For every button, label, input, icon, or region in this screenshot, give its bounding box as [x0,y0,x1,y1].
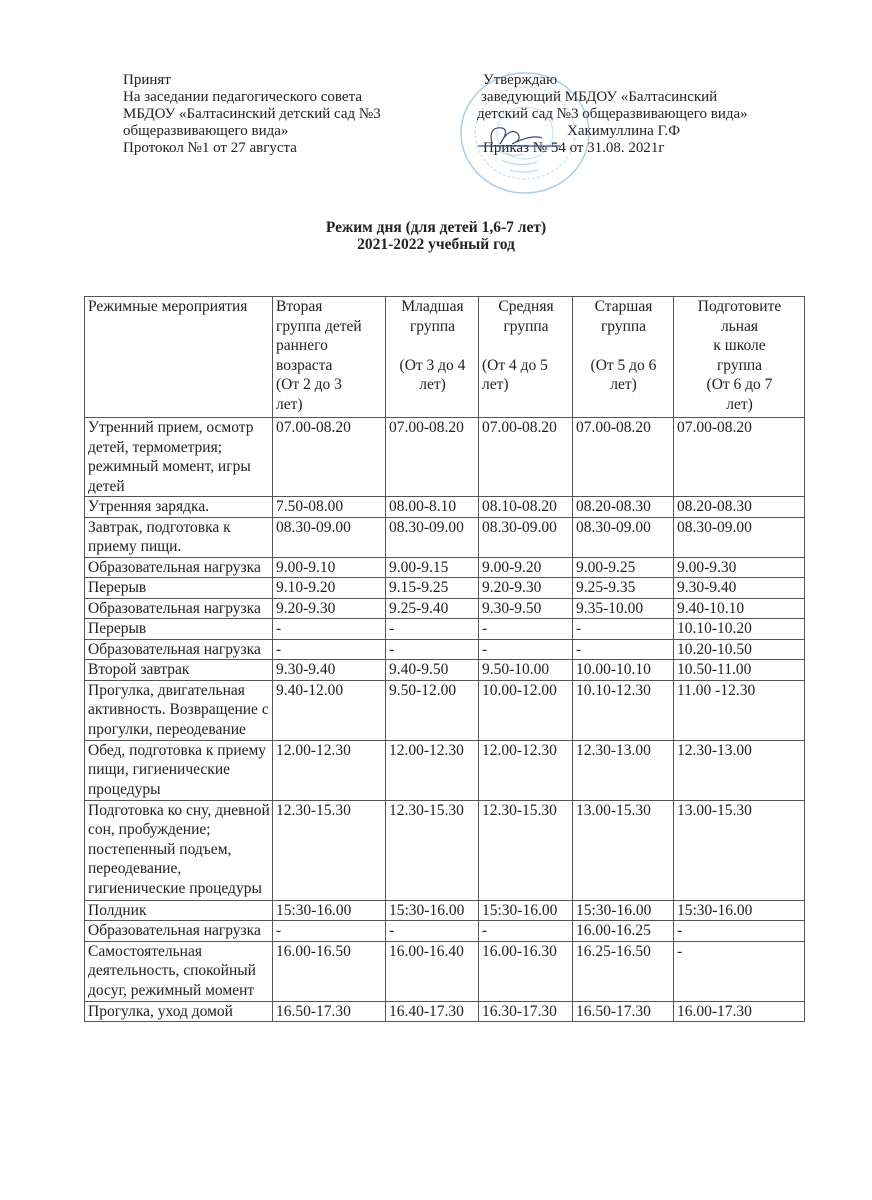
time-cell: 12.30-13.00 [573,740,674,800]
column-header-line: группа [503,317,549,335]
time-cell: 08.30-09.00 [273,517,386,557]
time-cell: 7.50-08.00 [273,497,386,518]
column-header-line: лет) [610,376,637,393]
time-cell: 12.30-13.00 [674,740,805,800]
column-header-line: Средняя [498,298,554,315]
table-header-row [85,297,805,418]
title-line-2: 2021-2022 учебный год [357,236,515,253]
column-header-line [576,336,671,356]
time-cell: 9.00-9.15 [386,557,479,578]
time-cell: - [273,619,386,640]
time-cell: - [479,921,573,942]
time-cell: 9.30-9.50 [479,598,573,619]
time-cell: - [386,921,479,942]
document-title [0,219,872,253]
time-cell: 07.00-08.20 [386,418,479,497]
time-cell: 16.50-17.30 [273,1001,386,1022]
activity-cell: Образовательная нагрузка [85,598,273,619]
right-block-line: детский сад №3 общеразвивающего вида» [477,106,748,122]
left-block-line: МБДОУ «Балтасинский детский сад №3 [123,106,381,122]
time-cell: 9.20-9.30 [273,598,386,619]
right-block-line: Приказ № 54 от 31.08. 2021г [483,140,665,156]
time-cell: 10.00-10.10 [573,660,674,681]
time-cell: 12.30-15.30 [386,800,479,900]
time-cell: 12.00-12.30 [386,740,479,800]
time-cell: 10.10-10.20 [674,619,805,640]
time-cell: 9.10-9.20 [273,578,386,599]
time-cell: 07.00-08.20 [573,418,674,497]
time-cell: - [479,619,573,640]
activity-cell: Образовательная нагрузка [85,557,273,578]
time-cell: 9.30-9.40 [273,660,386,681]
column-header-line: (От 4 до 5 [482,356,548,374]
time-cell: - [479,639,573,660]
column-header-line: лет) [419,376,446,393]
time-cell: 08.10-08.20 [479,497,573,518]
time-cell: 07.00-08.20 [479,418,573,497]
time-cell: 9.00-9.20 [479,557,573,578]
activity-cell: Утренний прием, осмотр детей, термометрия; режимный момент, игры детей [85,418,273,497]
table-row [85,680,805,740]
activity-cell: Обед, подготовка к приему пищи, гигиенические процедуры [85,740,273,800]
table-row [85,598,805,619]
time-cell: 11.00 -12.30 [674,680,805,740]
time-cell: - [273,639,386,660]
time-cell: 16.40-17.30 [386,1001,479,1022]
time-cell: - [674,941,805,1001]
column-header-line: (От 6 до 7 [706,376,773,393]
time-cell: 15:30-16.00 [674,900,805,921]
table-row [85,921,805,942]
activity-cell: Образовательная нагрузка [85,639,273,660]
right-block-line: Утверждаю [483,72,558,88]
column-header [573,297,674,418]
left-block-line: общеразвивающего вида» [123,123,289,139]
left-block-line: На заседании педагогического совета [123,89,362,105]
time-cell: 08.20-08.30 [573,497,674,518]
time-cell: 10.50-11.00 [674,660,805,681]
column-header-line: Вторая [276,298,323,315]
time-cell: 12.00-12.30 [479,740,573,800]
activity-cell: Полдник [85,900,273,921]
table-row [85,557,805,578]
time-cell: 9.00-9.10 [273,557,386,578]
table-row [85,1001,805,1022]
signature-icon [470,118,570,154]
column-header-line: к школе [713,337,766,354]
time-cell: - [573,619,674,640]
column-header-line: (От 5 до 6 [590,356,657,374]
time-cell: 12.30-15.30 [479,800,573,900]
table-row [85,660,805,681]
time-cell: 12.00-12.30 [273,740,386,800]
time-cell: 13.00-15.30 [573,800,674,900]
table-row [85,497,805,518]
left-block-line: Принят [123,72,171,88]
table-row [85,619,805,640]
column-header [386,297,479,418]
time-cell: - [573,639,674,660]
time-cell: 9.25-9.40 [386,598,479,619]
column-header [674,297,805,418]
right-block-line: заведующий МБДОУ «Балтасинский [481,89,718,105]
time-cell: 15:30-16.00 [386,900,479,921]
time-cell: 16.00-17.30 [674,1001,805,1022]
column-header-line: возраста [276,356,333,374]
right-block-line: Хакимуллина Г.Ф [567,123,681,139]
column-header-line: лет) [726,395,753,413]
time-cell: 16.00-16.50 [273,941,386,1001]
time-cell: - [273,921,386,942]
time-cell: 16.25-16.50 [573,941,674,1001]
table-row [85,900,805,921]
time-cell: 9.15-9.25 [386,578,479,599]
column-header-line: Подготовите [697,298,782,315]
time-cell: 08.20-08.30 [674,497,805,518]
daily-schedule-table [84,296,805,1022]
time-cell: 13.00-15.30 [674,800,805,900]
time-cell: 9.35-10.00 [573,598,674,619]
left-block-line: Протокол №1 от 27 августа [123,140,297,156]
time-cell: 08.30-09.00 [573,517,674,557]
column-header-line: группа [716,356,763,374]
time-cell: - [386,619,479,640]
column-header [85,297,273,418]
time-cell: 9.40-12.00 [273,680,386,740]
accepted-block [123,72,381,157]
column-header-line: лет) [276,395,303,413]
time-cell: 07.00-08.20 [273,418,386,497]
table-row [85,941,805,1001]
column-header-line: (От 2 до 3 [276,376,342,393]
column-header-line: Режимные мероприятия [88,298,248,315]
table-row [85,578,805,599]
time-cell: 15:30-16.00 [573,900,674,921]
time-cell: 12.30-15.30 [273,800,386,900]
column-header-line [389,336,476,356]
table-row [85,740,805,800]
time-cell: 10.20-10.50 [674,639,805,660]
time-cell: 10.00-12.00 [479,680,573,740]
time-cell: - [386,639,479,660]
time-cell: 9.40-9.50 [386,660,479,681]
time-cell: 16.30-17.30 [479,1001,573,1022]
time-cell: 9.25-9.35 [573,578,674,599]
column-header-line [482,336,570,356]
activity-cell: Самостоятельная деятельность, спокойный досуг, режимный момент [85,941,273,1001]
column-header-line: Старшая [594,298,653,315]
time-cell: 16.00-16.30 [479,941,573,1001]
time-cell: - [674,921,805,942]
time-cell: 9.00-9.25 [573,557,674,578]
time-cell: 9.50-10.00 [479,660,573,681]
title-line-1: Режим дня (для детей 1,6-7 лет) [325,219,547,236]
column-header-line: Младшая [401,298,464,315]
column-header-line: (От 3 до 4 [399,356,466,374]
time-cell: 9.50-12.00 [386,680,479,740]
time-cell: 15:30-16.00 [273,900,386,921]
activity-cell: Подготовка ко сну, дневной сон, пробуждение; постепенный подъем, переодевание, гигиенические процедуры [85,800,273,900]
time-cell: 15:30-16.00 [479,900,573,921]
time-cell: 16.00-16.25 [573,921,674,942]
time-cell: 9.30-9.40 [674,578,805,599]
column-header [273,297,386,418]
activity-cell: Завтрак, подготовка к приему пищи. [85,517,273,557]
time-cell: 9.20-9.30 [479,578,573,599]
column-header-line: группа [409,317,456,335]
activity-cell: Перерыв [85,578,273,599]
activity-cell: Прогулка, уход домой [85,1001,273,1022]
time-cell: 16.00-16.40 [386,941,479,1001]
time-cell: 08.00-8.10 [386,497,479,518]
table-row [85,517,805,557]
time-cell: 08.30-09.00 [386,517,479,557]
column-header-line: льная [720,317,759,335]
table-row [85,800,805,900]
time-cell: 08.30-09.00 [674,517,805,557]
column-header [479,297,573,418]
activity-cell: Перерыв [85,619,273,640]
time-cell: 9.00-9.30 [674,557,805,578]
column-header-line: раннего [276,337,328,354]
column-header-line: группа [600,317,647,335]
time-cell: 07.00-08.20 [674,418,805,497]
table-row [85,639,805,660]
activity-cell: Образовательная нагрузка [85,921,273,942]
time-cell: 9.40-10.10 [674,598,805,619]
table-row [85,418,805,497]
time-cell: 10.10-12.30 [573,680,674,740]
time-cell: 08.30-09.00 [479,517,573,557]
activity-cell: Второй завтрак [85,660,273,681]
activity-cell: Утренняя зарядка. [85,497,273,518]
column-header-line: группа детей [276,317,362,335]
time-cell: 16.50-17.30 [573,1001,674,1022]
column-header-line: лет) [482,376,509,393]
activity-cell: Прогулка, двигательная активность. Возвращение с прогулки, переодевание [85,680,273,740]
